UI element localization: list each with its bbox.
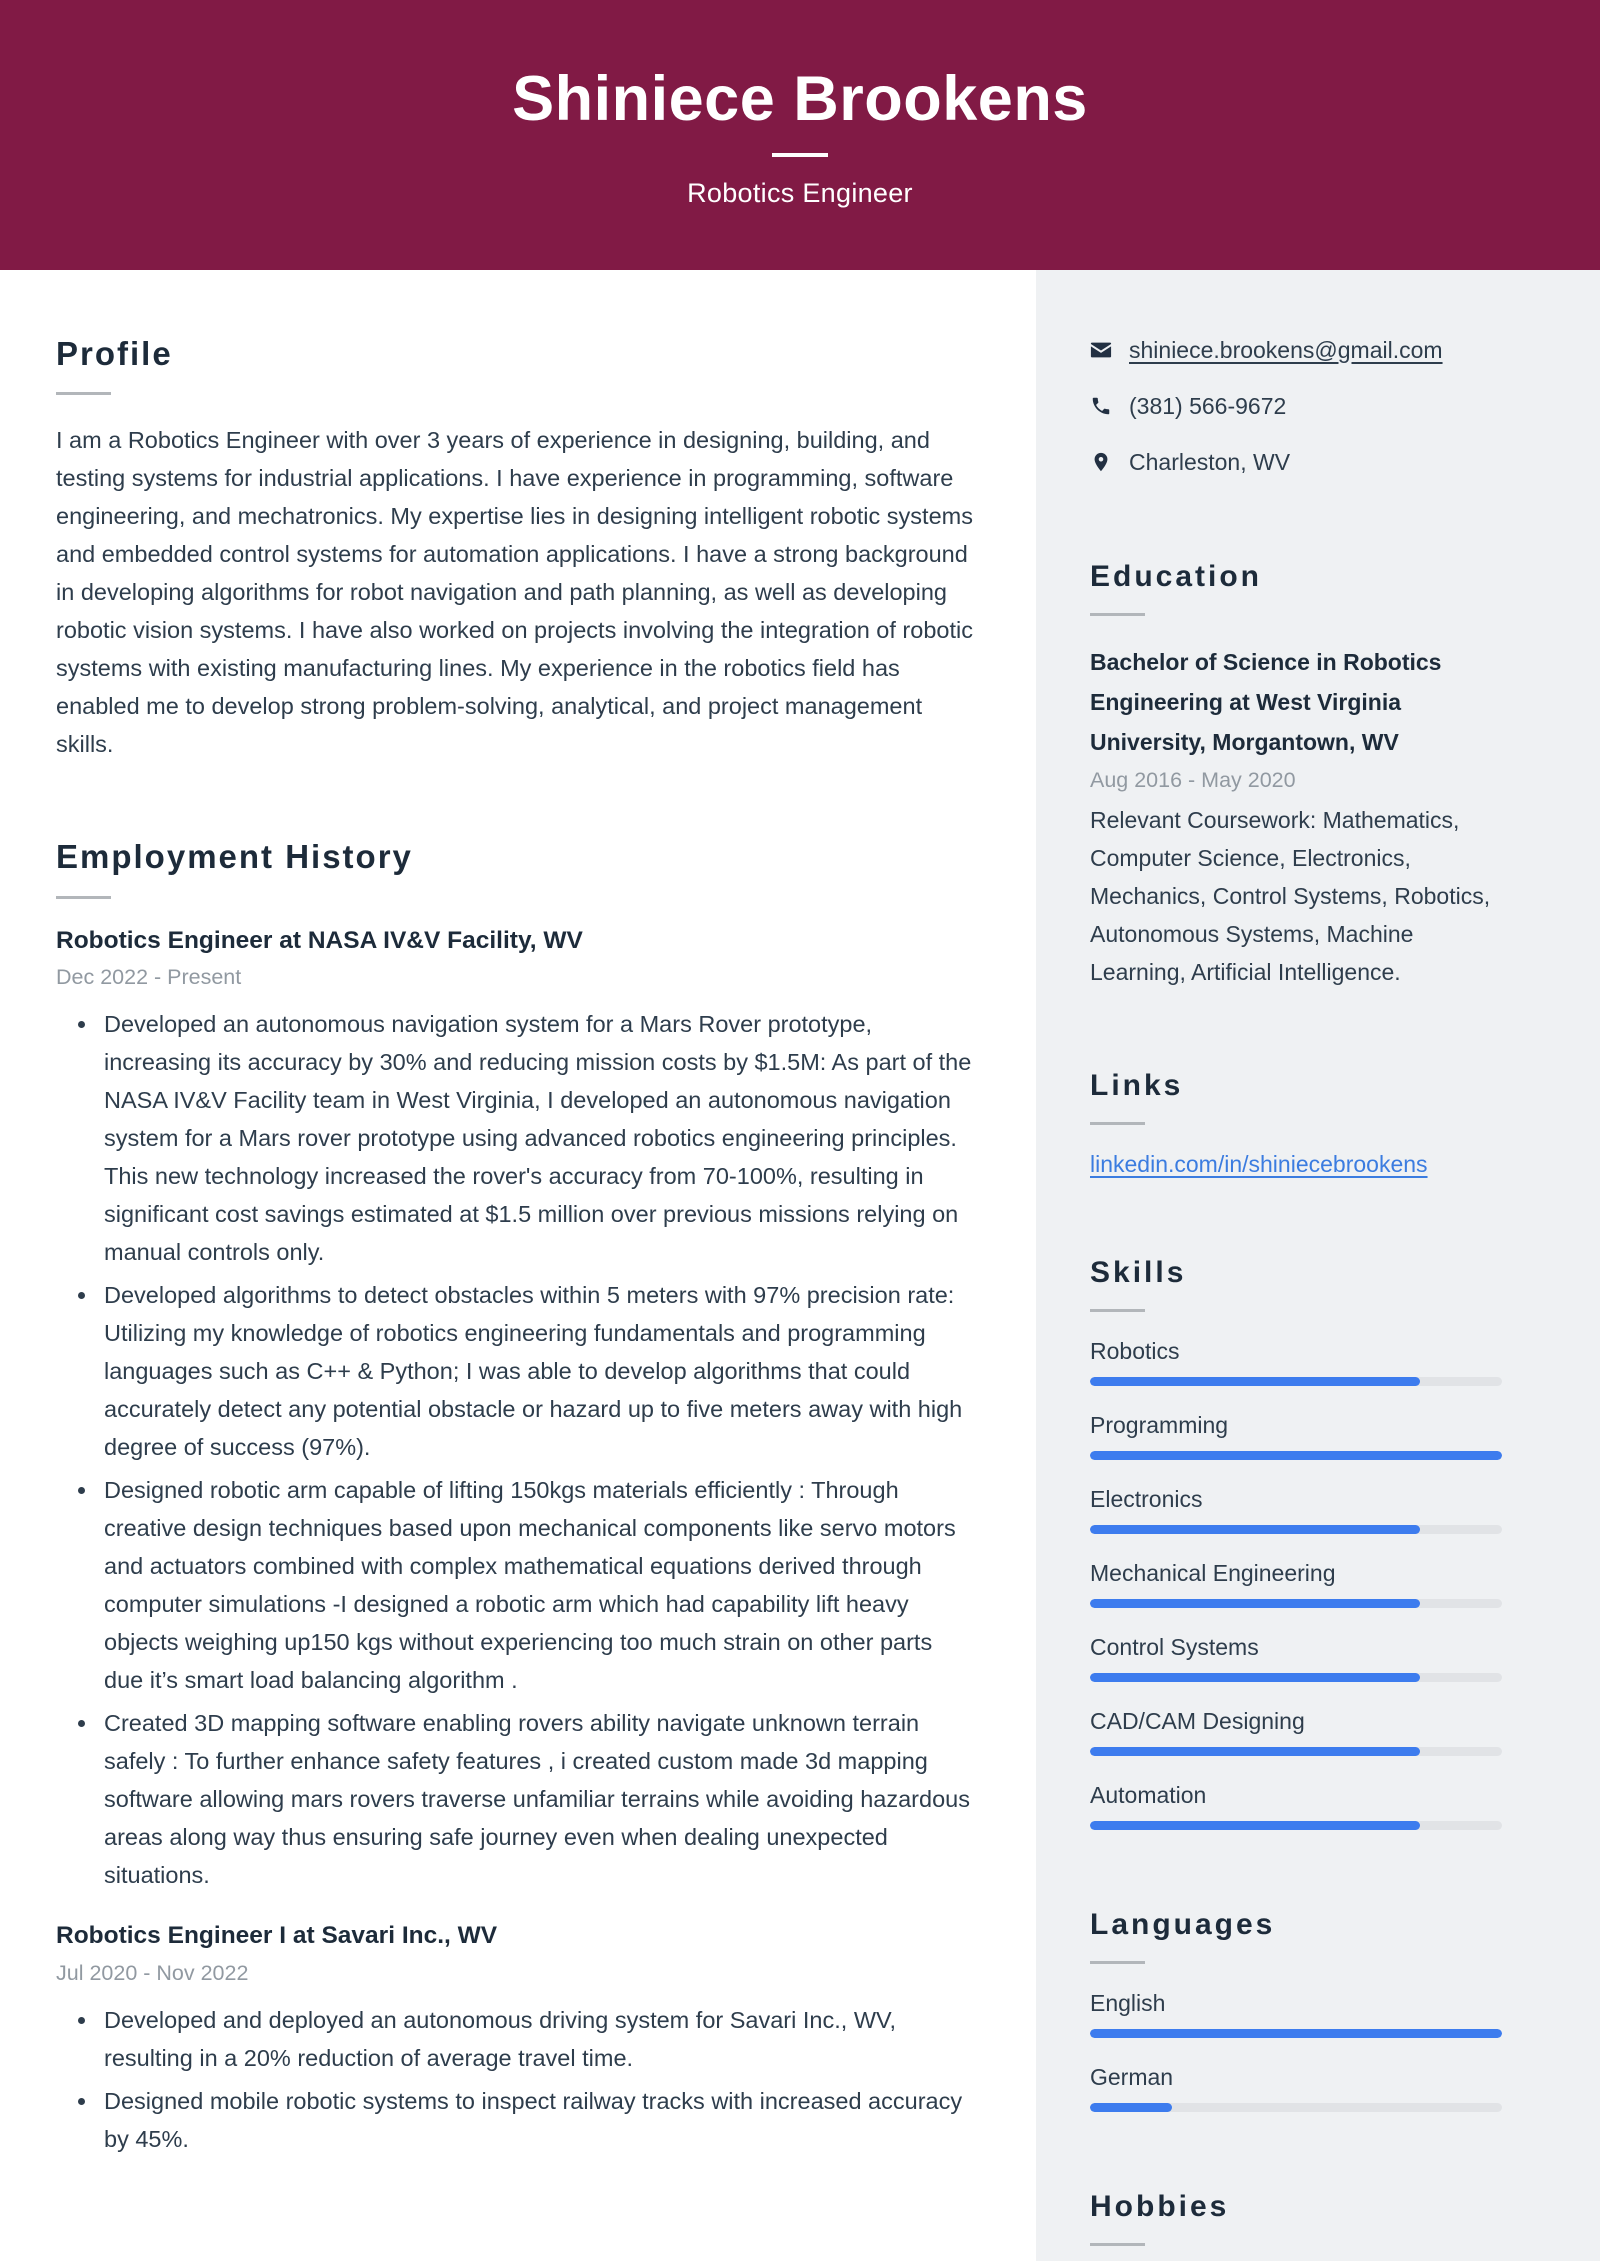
- skill-item: [1090, 1560, 1502, 1608]
- skill-label: Mechanical Engineering: [1090, 1560, 1336, 1586]
- job-bullet: Created 3D mapping software enabling rovers ability navigate unknown terrain safely : To further enhance safety features , i created custom made 3d mapping software allowing mars rovers traverse unfamiliar terrains while avoiding hazardous areas along way thus ensuring safe journey even when dealing unexpected situations.: [76, 1704, 974, 1894]
- skill-meter-fill: [1090, 1747, 1420, 1756]
- languages-section: [1090, 1908, 1502, 2112]
- skill-item: [1090, 1782, 1502, 1830]
- skill-meter-track: [1090, 1747, 1502, 1756]
- links-heading: Links: [1090, 1069, 1184, 1102]
- skill-item: [1090, 1486, 1502, 1534]
- name-underline: [772, 153, 828, 157]
- job-title: Robotics Engineer at NASA IV&V Facility, WV: [56, 926, 583, 954]
- person-name: Shiniece Brookens: [512, 63, 1088, 134]
- section-divider: [1090, 1309, 1145, 1312]
- hobbies-heading: Hobbies: [1090, 2190, 1230, 2223]
- job-entry: [56, 1920, 974, 2158]
- language-meter-track: [1090, 2029, 1502, 2038]
- profile-heading: Profile: [56, 335, 173, 372]
- skill-label: CAD/CAM Designing: [1090, 1708, 1305, 1734]
- skill-label: Programming: [1090, 1412, 1229, 1438]
- person-job-title: Robotics Engineer: [687, 177, 913, 208]
- employment-section: [56, 839, 974, 2158]
- language-meter-fill: [1090, 2103, 1172, 2112]
- job-bullet-list: [76, 2001, 974, 2158]
- job-bullet: Developed and deployed an autonomous driving system for Savari Inc., WV, resulting in a 20% reduction of average travel time.: [76, 2001, 974, 2077]
- links-section: [1090, 1069, 1502, 1178]
- education-description: Relevant Coursework: Mathematics, Computer Science, Electronics, Mechanics, Control Systems, Robotics, Autonomous Systems, Machine Learning, Artificial Intelligence.: [1090, 807, 1491, 985]
- skill-meter-track: [1090, 1377, 1502, 1386]
- contact-block: [1090, 330, 1502, 482]
- skill-meter-fill: [1090, 1377, 1420, 1386]
- email-link[interactable]: shiniece.brookens@gmail.com: [1129, 336, 1443, 363]
- skill-item: [1090, 1338, 1502, 1386]
- location-text: Charleston, WV: [1129, 448, 1291, 475]
- skill-label: Robotics: [1090, 1338, 1180, 1364]
- section-divider: [56, 896, 111, 899]
- skill-label: Automation: [1090, 1782, 1207, 1808]
- employment-heading: Employment History: [56, 838, 413, 876]
- skill-label: Control Systems: [1090, 1634, 1259, 1660]
- job-bullet: Designed mobile robotic systems to inspect railway tracks with increased accuracy by 45%.: [76, 2082, 974, 2158]
- language-meter-fill: [1090, 2029, 1502, 2038]
- skill-meter-fill: [1090, 1673, 1420, 1682]
- section-divider: [1090, 613, 1145, 616]
- job-dates: Jul 2020 - Nov 2022: [56, 1961, 249, 1986]
- job-bullet: Designed robotic arm capable of lifting 150kgs materials efficiently : Through creative design techniques based upon mechanical components like servo motors and actuators combined with complex mathematical equations derived through computer simulations -I designed a robotic arm which had capability lift heavy objects weighing up150 kgs without experiencing too much strain on other parts due it’s smart load balancing algorithm .: [76, 1471, 974, 1699]
- education-dates: Aug 2016 - May 2020: [1090, 768, 1296, 792]
- skill-meter-fill: [1090, 1451, 1502, 1460]
- job-bullet: Developed algorithms to detect obstacles within 5 meters with 97% precision rate: Utilizing my knowledge of robotics engineering fundamentals and programming languages such as C++ & Python; I was able to develop algorithms that could accurately detect any potential obstacle or hazard up to five meters away with high degree of success (97%).: [76, 1276, 974, 1466]
- skill-meter-track: [1090, 1673, 1502, 1682]
- location-icon: [1090, 451, 1112, 473]
- section-divider: [56, 392, 111, 395]
- skill-meter-fill: [1090, 1599, 1420, 1608]
- skill-meter-fill: [1090, 1525, 1420, 1534]
- header-band: [0, 0, 1600, 270]
- education-heading: Education: [1090, 560, 1263, 593]
- skill-item: [1090, 1708, 1502, 1756]
- email-icon: [1090, 339, 1112, 361]
- skill-meter-track: [1090, 1821, 1502, 1830]
- skills-heading: Skills: [1090, 1256, 1187, 1289]
- section-divider: [1090, 2243, 1145, 2246]
- job-bullet: Developed an autonomous navigation system for a Mars Rover prototype, increasing its accuracy by 30% and reducing mission costs by $1.5M: As part of the NASA IV&V Facility team in West Virginia, I developed an autonomous navigation system for a Mars rover prototype using advanced robotics engineering principles. This new technology increased the rover's accuracy from 70-100%, resulting in significant cost savings estimated at $1.5 million over previous missions relying on manual controls only.: [76, 1005, 974, 1271]
- job-entry: [56, 925, 974, 1895]
- hobbies-section: [1090, 2190, 1502, 2246]
- language-label: English: [1090, 1990, 1166, 2016]
- education-degree: Bachelor of Science in Robotics Engineering at West Virginia University, Morgantown, WV: [1090, 649, 1442, 755]
- language-label: German: [1090, 2064, 1174, 2090]
- skill-meter-fill: [1090, 1821, 1420, 1830]
- language-item: [1090, 1990, 1502, 2038]
- job-dates: Dec 2022 - Present: [56, 965, 242, 990]
- contact-email-row: [1090, 330, 1502, 370]
- education-section: [1090, 560, 1502, 991]
- profile-text: I am a Robotics Engineer with over 3 years of experience in designing, building, and testing systems for industrial applications. I have experience in programming, software engineering, and mechatronics. My expertise lies in designing intelligent robotic systems and embedded control systems for automation applications. I have a strong background in developing algorithms for robot navigation and path planning, as well as developing robotic vision systems. I have also worked on projects involving the integration of robotic systems with existing manufacturing lines. My experience in the robotics field has enabled me to develop strong problem-solving, analytical, and project management skills.: [56, 427, 973, 758]
- skill-label: Electronics: [1090, 1486, 1203, 1512]
- language-item: [1090, 2064, 1502, 2112]
- skill-item: [1090, 1634, 1502, 1682]
- content-columns: [0, 270, 1600, 2261]
- skill-meter-track: [1090, 1599, 1502, 1608]
- job-title: Robotics Engineer I at Savari Inc., WV: [56, 1922, 498, 1950]
- profile-section: [56, 336, 974, 763]
- section-divider: [1090, 1961, 1145, 1964]
- phone-number: (381) 566-9672: [1129, 392, 1287, 419]
- skill-meter-track: [1090, 1525, 1502, 1534]
- job-bullet-list: [76, 1005, 974, 1894]
- skill-meter-track: [1090, 1451, 1502, 1460]
- sidebar-column: [1036, 270, 1600, 2261]
- skills-section: [1090, 1256, 1502, 1830]
- contact-phone-row: [1090, 386, 1502, 426]
- main-column: [0, 270, 1036, 2261]
- contact-location-row: [1090, 442, 1502, 482]
- linkedin-link[interactable]: linkedin.com/in/shiniecebrookens: [1090, 1151, 1428, 1177]
- phone-icon: [1090, 395, 1112, 417]
- skill-item: [1090, 1412, 1502, 1460]
- languages-heading: Languages: [1090, 1908, 1276, 1941]
- language-meter-track: [1090, 2103, 1502, 2112]
- section-divider: [1090, 1122, 1145, 1125]
